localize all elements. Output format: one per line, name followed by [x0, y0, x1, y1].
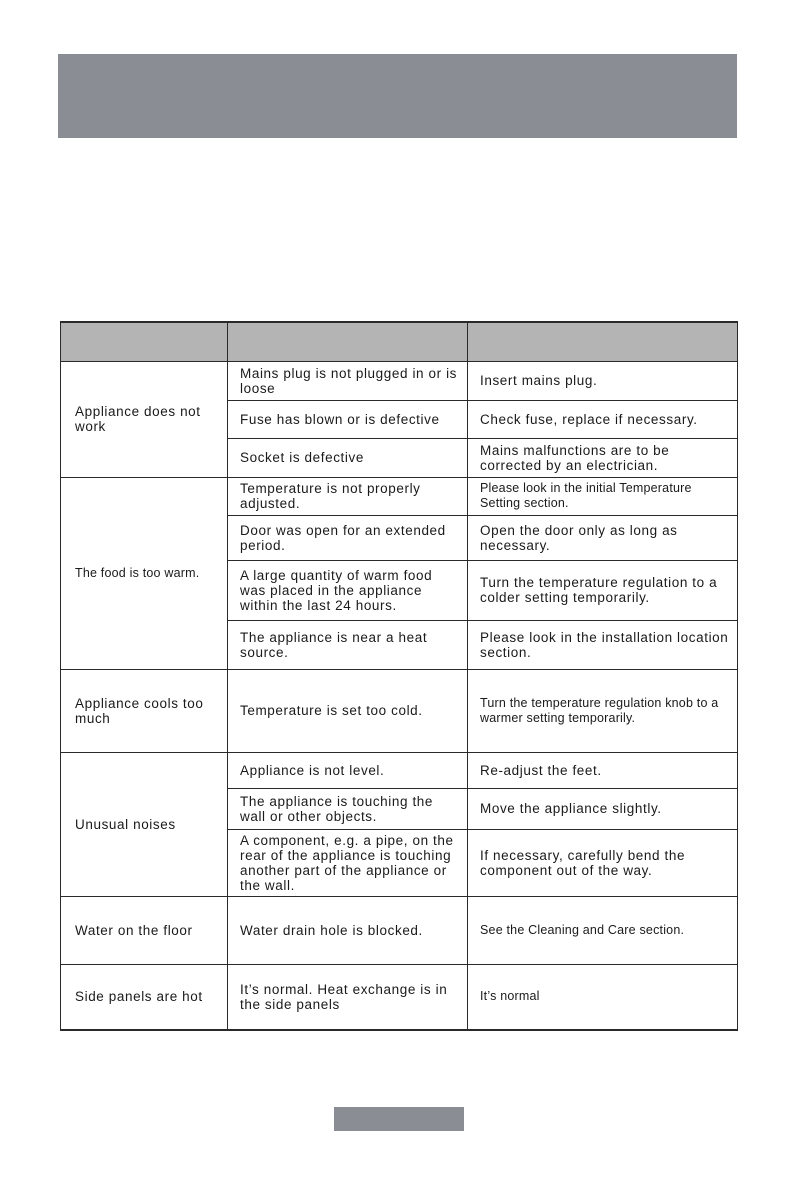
solution-cell: Open the door only as long as necessary.: [468, 515, 738, 560]
cause-cell: It’s normal. Heat exchange is in the side panels: [228, 964, 468, 1030]
solution-cell: Check fuse, replace if necessary.: [468, 400, 738, 438]
page-footer-tab: [334, 1107, 464, 1131]
troubleshooting-table-container: [60, 321, 737, 1031]
cause-cell: The appliance is touching the wall or other objects.: [228, 788, 468, 829]
cause-cell: Mains plug is not plugged in or is loose: [228, 361, 468, 400]
table-row: [61, 669, 738, 752]
problem-cell: Appliance does not work: [61, 361, 228, 477]
problem-cell: Water on the floor: [61, 896, 228, 964]
solution-cell: Please look in the installation location section.: [468, 620, 738, 669]
problem-cell: Unusual noises: [61, 752, 228, 896]
table-row: [61, 752, 738, 788]
cause-cell: Socket is defective: [228, 438, 468, 477]
solution-cell: Move the appliance slightly.: [468, 788, 738, 829]
cause-cell: Water drain hole is blocked.: [228, 896, 468, 964]
problem-cell: Appliance cools too much: [61, 669, 228, 752]
solution-cell: Turn the temperature regulation knob to a warmer setting temporarily.: [468, 669, 738, 752]
solution-cell: Turn the temperature regulation to a colder setting temporarily.: [468, 560, 738, 620]
cause-cell: Door was open for an extended period.: [228, 515, 468, 560]
troubleshooting-table: [60, 321, 738, 1031]
table-row: [61, 477, 738, 515]
cause-cell: A component, e.g. a pipe, on the rear of the appliance is touching another part of the appliance or the wall.: [228, 829, 468, 896]
cause-cell: Appliance is not level.: [228, 752, 468, 788]
solution-cell: Please look in the initial Temperature Setting section.: [468, 477, 738, 515]
header-problem: [61, 322, 228, 361]
table-row: [61, 361, 738, 400]
table-row: [61, 896, 738, 964]
solution-cell: Insert mains plug.: [468, 361, 738, 400]
solution-cell: Re-adjust the feet.: [468, 752, 738, 788]
cause-cell: The appliance is near a heat source.: [228, 620, 468, 669]
solution-cell: Mains malfunctions are to be corrected by an electrician.: [468, 438, 738, 477]
problem-cell: The food is too warm.: [61, 477, 228, 669]
cause-cell: A large quantity of warm food was placed in the appliance within the last 24 hours.: [228, 560, 468, 620]
cause-cell: Temperature is not properly adjusted.: [228, 477, 468, 515]
cause-cell: Temperature is set too cold.: [228, 669, 468, 752]
cause-cell: Fuse has blown or is defective: [228, 400, 468, 438]
solution-cell: If necessary, carefully bend the component out of the way.: [468, 829, 738, 896]
header-cause: [228, 322, 468, 361]
table-header-row: [61, 322, 738, 361]
header-band: [58, 54, 737, 138]
solution-cell: It’s normal: [468, 964, 738, 1030]
header-solution: [468, 322, 738, 361]
table-row: [61, 964, 738, 1030]
solution-cell: See the Cleaning and Care section.: [468, 896, 738, 964]
problem-cell: Side panels are hot: [61, 964, 228, 1030]
